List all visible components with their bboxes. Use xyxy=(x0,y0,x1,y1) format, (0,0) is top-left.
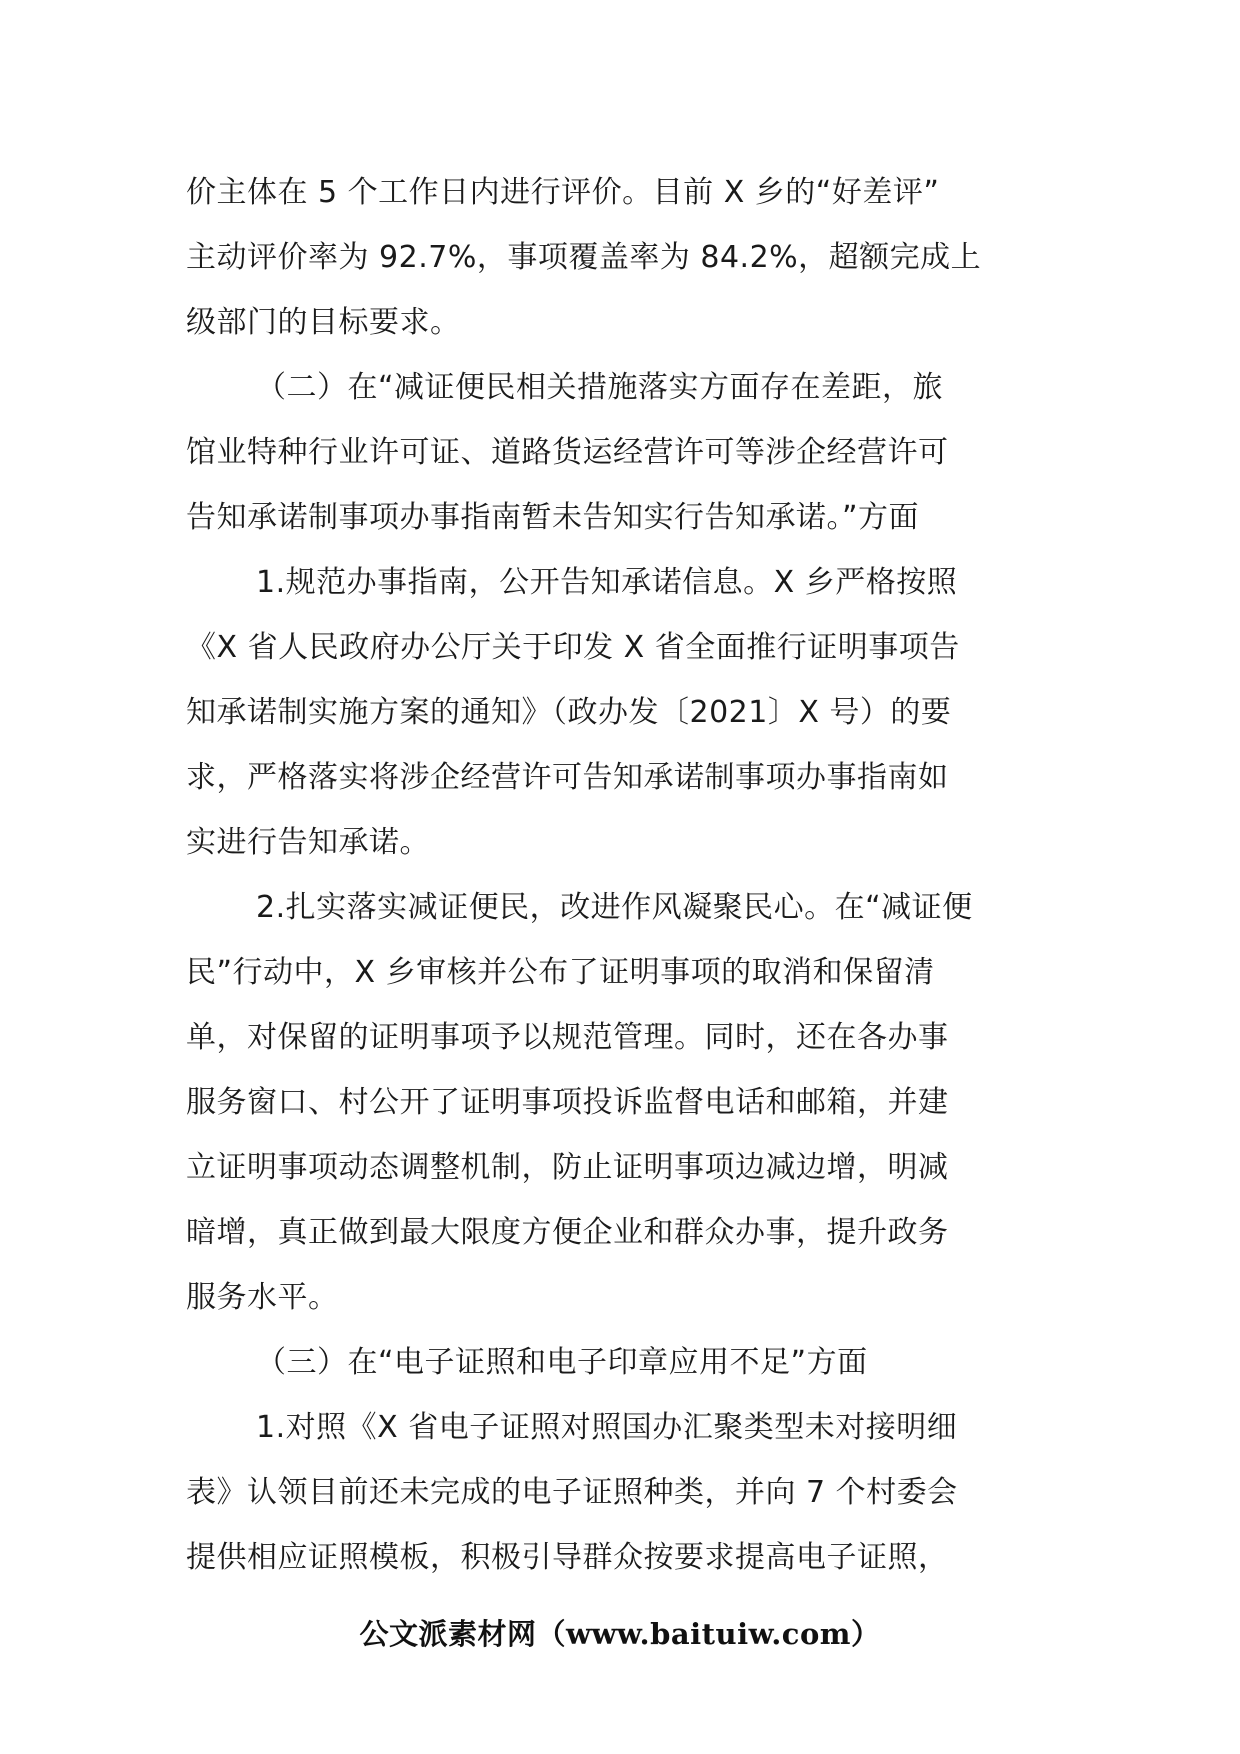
text-line: 告知承诺制事项办事指南暂未告知实行告知承诺。”方面 xyxy=(186,500,920,535)
text-line: 服务窗口、村公开了证明事项投诉监督电话和邮箱，并建 xyxy=(186,1085,949,1120)
text-line: 暗增，真正做到最大限度方便企业和群众办事，提升政务 xyxy=(186,1215,949,1250)
text-line: 民”行动中，X 乡审核并公布了证明事项的取消和保留清 xyxy=(186,955,935,990)
text-line: 提供相应证照模板，积极引导群众按要求提高电子证照， xyxy=(186,1540,949,1575)
text-line: 立证明事项动态调整机制，防止证明事项边减边增，明减 xyxy=(186,1150,949,1185)
section-heading-3: （三）在“电子证照和电子印章应用不足”方面 xyxy=(256,1345,868,1380)
text-line: 价主体在 5 个工作日内进行评价。目前 X 乡的“好差评” xyxy=(186,175,940,210)
text-line: 馆业特种行业许可证、道路货运经营许可等涉企经营许可 xyxy=(186,435,949,470)
text-line: 服务水平。 xyxy=(186,1280,339,1315)
text-line: 求，严格落实将涉企经营许可告知承诺制事项办事指南如 xyxy=(186,760,949,795)
text-line: 单，对保留的证明事项予以规范管理。同时，还在各办事 xyxy=(186,1020,949,1055)
text-line: 主动评价率为 92.7%，事项覆盖率为 84.2%，超额完成上 xyxy=(186,240,982,275)
document-body xyxy=(186,160,1056,1590)
paragraph-start: 2.扎实落实减证便民，改进作风凝聚民心。在“减证便 xyxy=(256,890,973,925)
text-line: 实进行告知承诺。 xyxy=(186,825,430,860)
paragraph-start: 1.规范办事指南，公开告知承诺信息。X 乡严格按照 xyxy=(256,565,958,600)
paragraph-start: 1.对照《X 省电子证照对照国办汇聚类型未对接明细 xyxy=(256,1410,958,1445)
text-line: 表》认领目前还未完成的电子证照种类，并向 7 个村委会 xyxy=(186,1475,958,1510)
footer-watermark-text: 公文派素材网（www.baituiw.com） xyxy=(359,1617,881,1651)
section-heading-2: （二）在“减证便民相关措施落实方面存在差距，旅 xyxy=(256,370,944,405)
text-line: 级部门的目标要求。 xyxy=(186,305,461,340)
text-line: 知承诺制实施方案的通知》（政办发〔2021〕X 号）的要 xyxy=(186,695,952,730)
text-line: 《X 省人民政府办公厅关于印发 X 省全面推行证明事项告 xyxy=(186,630,960,665)
